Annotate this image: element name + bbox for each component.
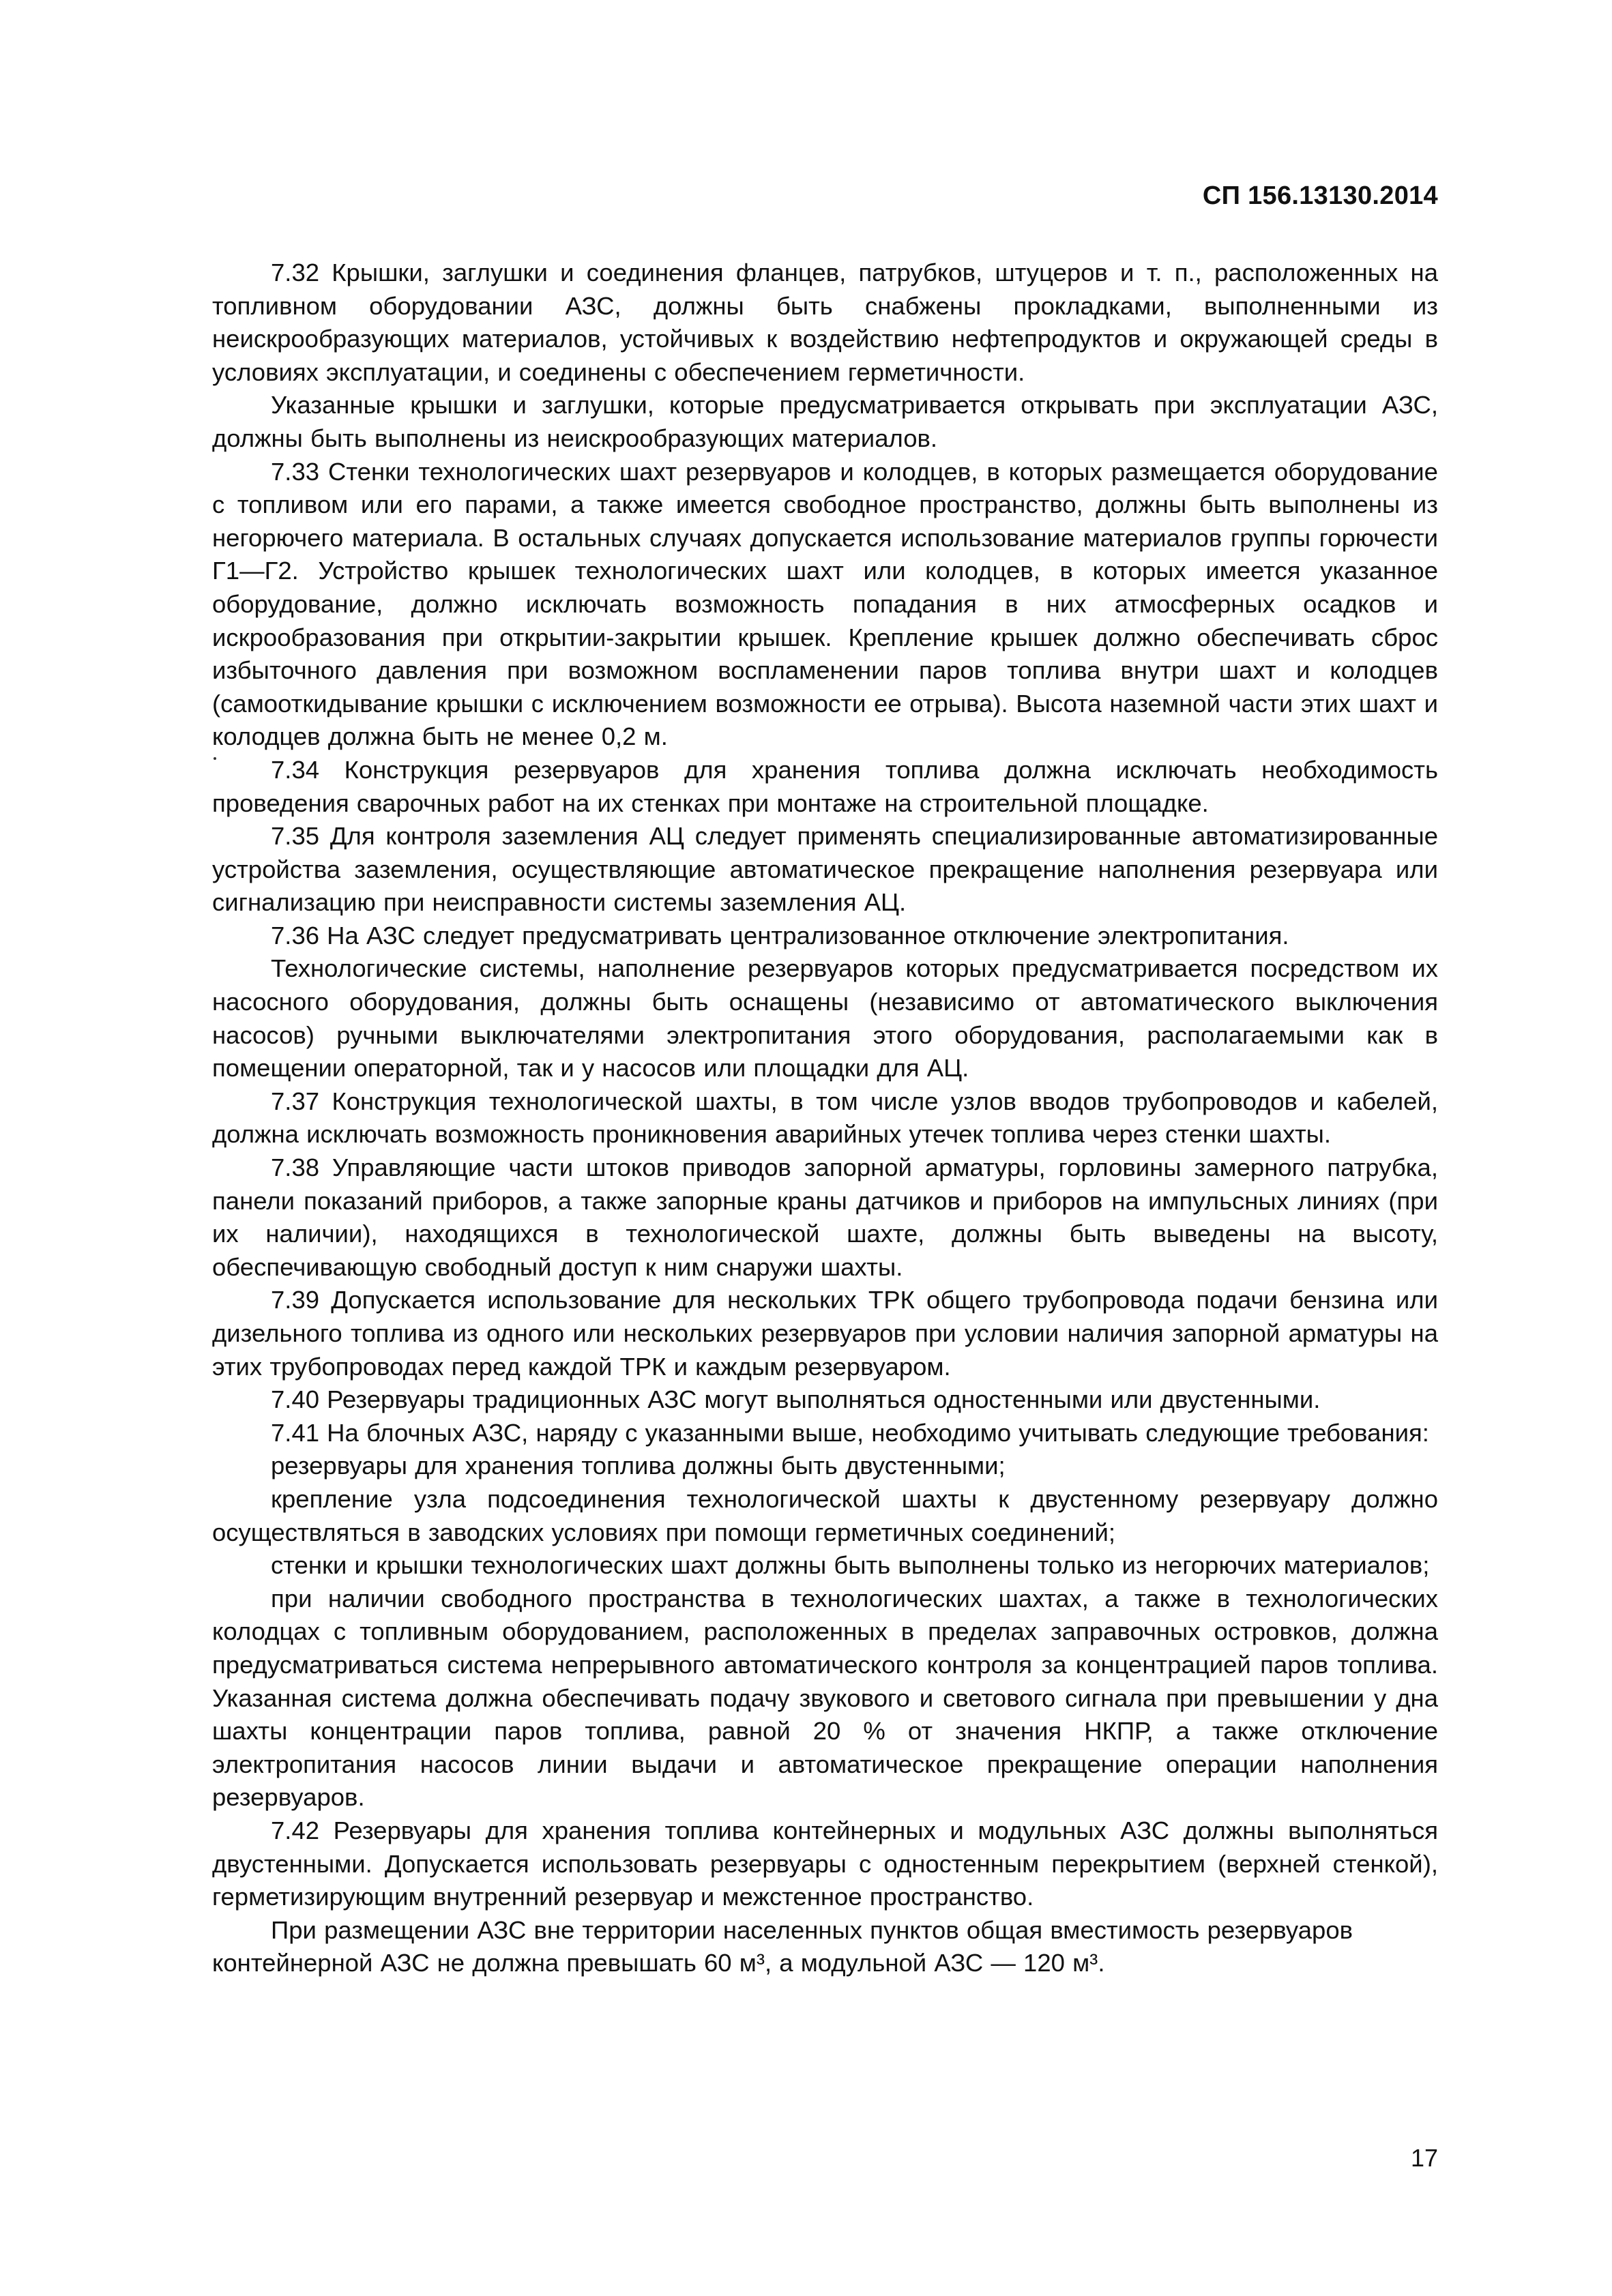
paragraph-7-37: 7.37 Конструкция технологической шахты, в том числе узлов вводов трубопроводов и кабелей, должна исключать возможность проникновения аварийных утечек топлива через стенки шахты. (212, 1087, 1438, 1149)
paragraph-7-42-capacity: При размещении АЗС вне территории населенных пунктов общая вместимость резервуаров контейнерной АЗС не должна превышать 60 м³, а модульной АЗС — 120 м³. (212, 1915, 1353, 1977)
paragraph-7-39: 7.39 Допускается использование для нескольких ТРК общего трубопровода подачи бензина или дизельного топлива из одного или нескольких резервуаров при условии наличия запорной арматуры на этих трубопроводах перед каждой ТРК и каждым резервуаром. (212, 1286, 1438, 1381)
paragraph-7-32-covers: Указанные крышки и заглушки, которые предусматривается открывать при эксплуатации АЗС, должны быть выполнены из неискрообразующих материалов. (212, 391, 1438, 452)
body-text (212, 256, 1438, 1980)
document-code: СП 156.13130.2014 (1202, 181, 1438, 210)
paragraph-7-32: 7.32 Крышки, заглушки и соединения фланцев, патрубков, штуцеров и т. п., расположенных на топливном оборудовании АЗС, должны быть снабжены прокладками, выполненными из неискрообразующих материалов, устойчивых к воздействию нефтепродуктов и окружающей среды в условиях эксплуатации, и соединены с обеспечением герметичности. (212, 259, 1438, 386)
list-item-vapor-control: при наличии свободного пространства в технологических шахтах, а также в технологических колодцах с топливным оборудованием, расположенных в пределах заправочных островков, должна предусматриваться система непрерывного автоматического контроля за концентрацией паров топлива. Указанная система должна обеспечивать подачу звукового и светового сигнала при превышении у дна шахты концентрации паров топлива, равной 20 % от значения НКПР, а также отключение электропитания насосов линии выдачи и автоматическое прекращение операции наполнения резервуаров. (212, 1584, 1438, 1812)
list-item-noncombustible-walls: стенки и крышки технологических шахт должны быть выполнены только из негорючих материалов; (271, 1551, 1430, 1580)
paragraph-7-41: 7.41 На блочных АЗС, наряду с указанными выше, необходимо учитывать следующие требования: (271, 1418, 1429, 1447)
paragraph-7-35: 7.35 Для контроля заземления АЦ следует применять специализированные автоматизированные устройства заземления, осуществляющие автоматическое прекращение наполнения резервуара или сигнализацию при неисправности системы заземления АЦ. (212, 822, 1438, 917)
paragraph-7-34: 7.34 Конструкция резервуаров для хранения топлива должна исключать необходимость проведения сварочных работ на их стенках при монтаже на строительной площадке. (212, 755, 1438, 817)
paragraph-7-33: 7.33 Стенки технологических шахт резервуаров и колодцев, в которых размещается оборудование с топливом или его парами, а также имеется свободное пространство, должны быть выполнены из негорючего материала. В остальных случаях допускается использование материалов группы горючести Г1—Г2. Устройство крышек технологических шахт или колодцев, в которых имеется указанное оборудование, должно исключать возможность попадания в них атмосферных осадков и искрообразования при открытии-закрытии крышек. Крепление крышек должно обеспечивать сброс избыточного давления при возможном воспламенении паров топлива внутри шахт и колодцев (самооткидывание крышки с исключением возможности ее отрыва). Высота наземной части этих шахт и колодцев должна быть не менее 0,2 м. (212, 457, 1438, 751)
paragraph-7-36: 7.36 На АЗС следует предусматривать централизованное отключение электропитания. (271, 921, 1289, 950)
paragraph-7-38: 7.38 Управляющие части штоков приводов запорной арматуры, горловины замерного патрубка, панели показаний приборов, а также запорные краны датчиков и приборов на импульсных линиях (при их наличии), находящихся в технологической шахте, должны быть выведены на высоту, обеспечивающую свободный доступ к ним снаружи шахты. (212, 1153, 1438, 1281)
paragraph-7-40: 7.40 Резервуары традиционных АЗС могут выполняться одностенными или двустенными. (271, 1385, 1321, 1414)
page-number: 17 (1410, 2144, 1438, 2172)
paragraph-7-36-systems: Технологические системы, наполнение резервуаров которых предусматривается посредством их насосного оборудования, должны быть оснащены (независимо от автоматического выключения насосов) ручными выключателями электропитания этого оборудования, располагаемыми как в помещении операторной, так и у насосов или площадки для АЦ. (212, 954, 1438, 1083)
list-item-double-wall-tanks: резервуары для хранения топлива должны быть двустенными; (271, 1452, 1006, 1480)
paragraph-7-42: 7.42 Резервуары для хранения топлива контейнерных и модульных АЗС должны выполняться двустенными. Допускается использовать резервуары с одностенным перекрытием (верхней стенкой), герметизирующим внутренний резервуар и межстенное пространство. (212, 1816, 1438, 1911)
list-item-shaft-connection: крепление узла подсоединения технологической шахты к двустенному резервуару должно осуществляться в заводских условиях при помощи герметичных соединений; (212, 1484, 1438, 1546)
